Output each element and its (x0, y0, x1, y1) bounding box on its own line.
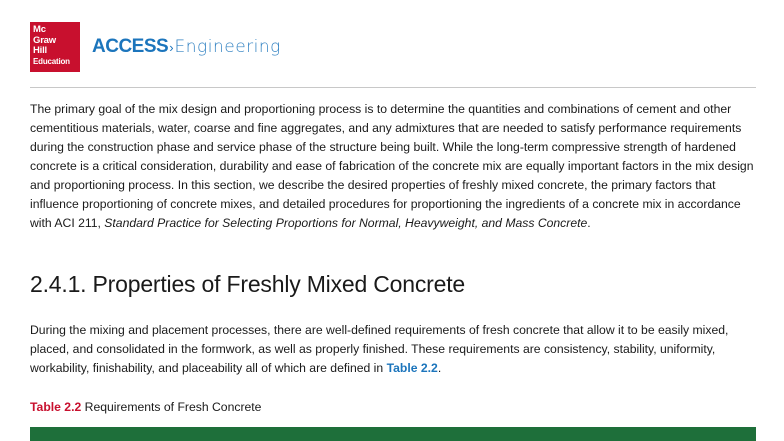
section-heading: 2.4.1. Properties of Freshly Mixed Concrete (30, 271, 465, 297)
section-paragraph (30, 321, 760, 378)
header-divider (30, 87, 756, 88)
access-engineering-logo[interactable] (92, 32, 281, 62)
logo-engineering-text: Engineering (174, 37, 281, 57)
logo-line-1: Mc (33, 24, 46, 35)
intro-italic-title: Standard Practice for Selecting Proportions for Normal, Heavyweight, and Mass Concrete (104, 216, 588, 230)
table-caption-label: Table 2.2 (30, 400, 82, 414)
mcgraw-hill-logo[interactable] (30, 22, 80, 72)
site-header (30, 22, 281, 72)
logo-line-3: Hill (33, 45, 47, 56)
logo-line-2: Graw (33, 34, 56, 46)
section-text: During the mixing and placement processes, there are well-defined requirements of fresh concrete that allow it to be easily mixed, placed, and consolidated in the formwork, as well as properly finished. These requirements are consistency, stability, uniformity, workability, finishability, and placeability all of which are defined in (30, 323, 729, 375)
table-link[interactable]: Table 2.2 (386, 361, 438, 375)
intro-end: . (587, 216, 591, 230)
table-caption (30, 400, 261, 414)
table-header-row (30, 427, 756, 441)
section-end: . (437, 361, 442, 375)
intro-paragraph (30, 100, 760, 233)
chevron-right-icon: › (169, 39, 174, 55)
logo-access-text: ACCESS (92, 36, 169, 57)
logo-line-4: Education (33, 56, 70, 66)
table-caption-text: Requirements of Fresh Concrete (81, 400, 262, 414)
intro-text: The primary goal of the mix design and proportioning process is to determine the quantities and combinations of cement and other cementitious materials, water, coarse and fine aggregates, and any admixtures that are needed to satisfy performance requirements during the construction phase and service phase of the structure being built. While the long-term compressive strength of hardened concrete is a critical consideration, durability and ease of fabrication of the concrete mix are equally important factors in the mix design and proportioning process. In this section, we describe the desired properties of freshly mixed concrete, the primary factors that influence proportioning of concrete mixes, and detailed procedures for proportioning the ingredients of a concrete mix in accordance with ACI 211, (30, 102, 754, 230)
